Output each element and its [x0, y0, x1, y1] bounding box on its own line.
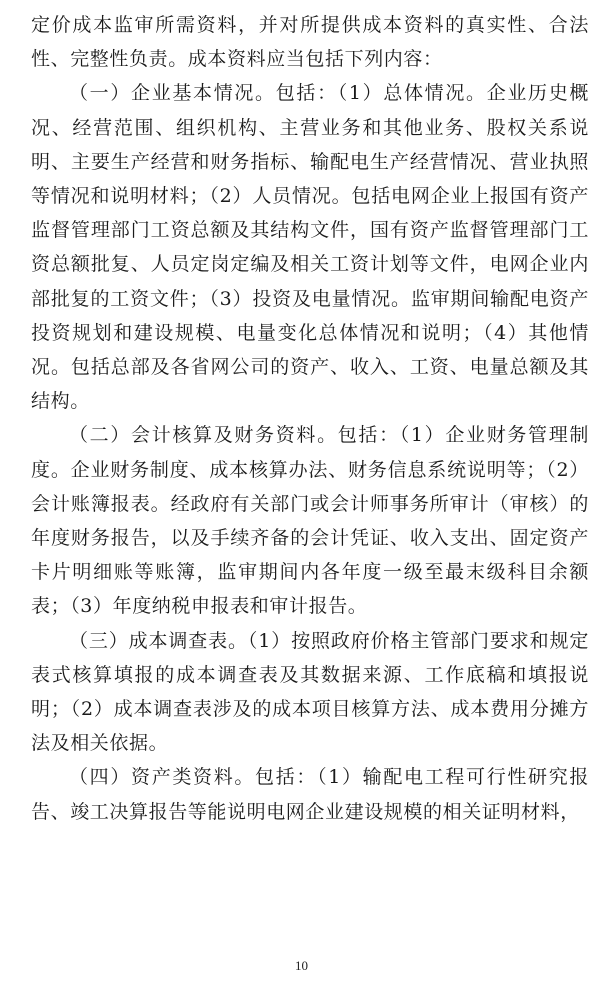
- paragraph-section-1-enterprise-info: （一）企业基本情况。包括：（1）总体情况。企业历史概况、经营范围、组织机构、主营业务和其他业务、股权关系说明、主要生产经营和财务指标、输配电生产经营情况、营业执照等情况和说明材料；（2）人员情况。包括电网企业上报国有资产监督管理部门工资总额及其结构文件，国有资产监督管理部门工资总额批复、人员定岗定编及相关工资计划等文件，电网企业内部批复的工资文件；（3）投资及电量情况。监审期间输配电资产投资规划和建设规模、电量变化总体情况和说明；（4）其他情况。包括总部及各省网公司的资产、收入、工资、电量总额及其结构。: [31, 82, 589, 413]
- page-number: 10: [295, 958, 308, 973]
- paragraph-intro-continued: 定价成本监审所需资料，并对所提供成本资料的真实性、合法性、完整性负责。成本资料应当包括下列内容：: [31, 14, 589, 71]
- paragraph-section-3-cost-survey: （三）成本调查表。（1）按照政府价格主管部门要求和规定表式核算填报的成本调查表及其数据来源、工作底稿和填报说明；（2）成本调查表涉及的成本项目核算方法、成本费用分摊方法及相关依据。: [31, 629, 589, 755]
- document-body: [31, 8, 589, 829]
- paragraph-section-4-assets: （四）资产类资料。包括：（1）输配电工程可行性研究报告、竣工决算报告等能说明电网企业建设规模的相关证明材料，: [31, 766, 589, 823]
- paragraph-section-2-accounting: （二）会计核算及财务资料。包括：（1）企业财务管理制度。企业财务制度、成本核算办法、财务信息系统说明等；（2）会计账簿报表。经政府有关部门或会计师事务所审计（审核）的年度财务报告，以及手续齐备的会计凭证、收入支出、固定资产卡片明细账等账簿，监审期间内各年度一级至最末级科目余额表；（3）年度纳税申报表和审计报告。: [31, 424, 589, 618]
